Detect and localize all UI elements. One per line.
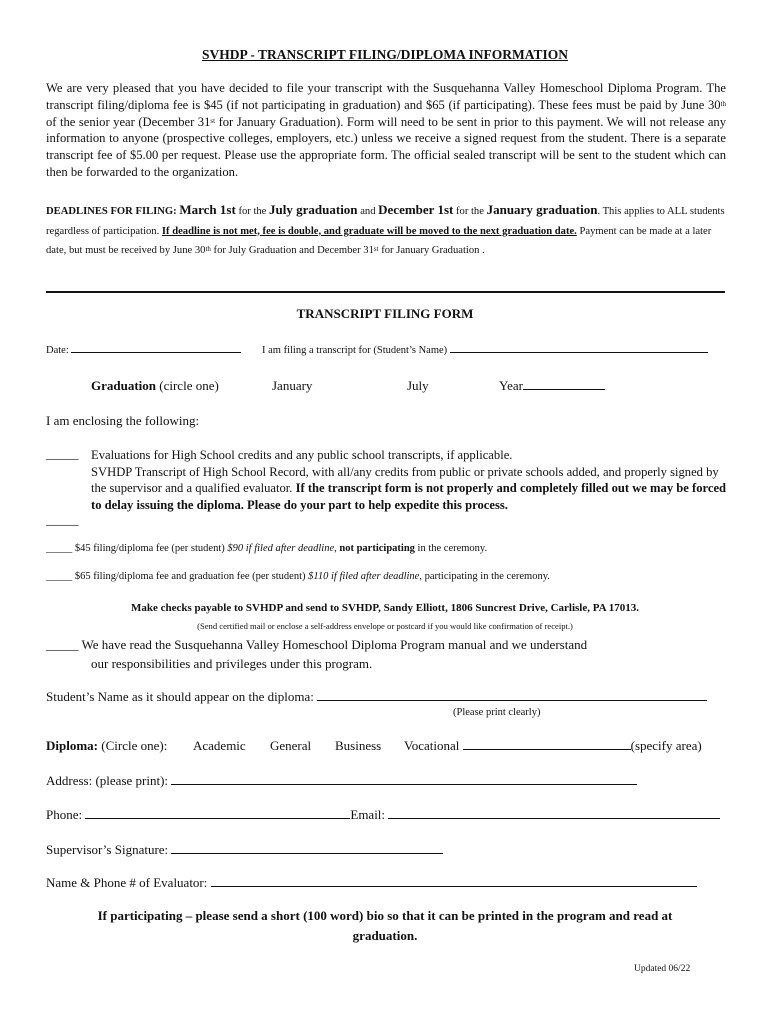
graduation-circle-label: (circle one): [156, 378, 219, 393]
fee-65-end: , participating in the ceremony.: [419, 571, 550, 582]
fee-65-row: [46, 571, 550, 582]
supervisor-label: Supervisor’s Signature:: [46, 842, 172, 857]
address-field[interactable]: [171, 773, 637, 785]
deadline-text: and: [357, 206, 379, 217]
phone-label: Phone:: [46, 807, 86, 822]
diploma-name-label: Student’s Name as it should appear on the diploma:: [46, 689, 318, 704]
option-general[interactable]: General: [270, 738, 312, 753]
deadline-jan-grad: January graduation: [486, 202, 598, 217]
intro-sup-th: th: [720, 99, 726, 108]
evaluator-field[interactable]: [211, 875, 697, 887]
manual-text: We have read the Susquehanna Valley Homeschool Diploma Program manual and we understand: [78, 637, 588, 652]
manual-row: [46, 637, 587, 653]
fee-45-end: in the ceremony.: [414, 543, 488, 554]
form-title: TRANSCRIPT FILING FORM: [296, 306, 474, 321]
deadline-text: for July Graduation and December 31: [210, 245, 374, 256]
filing-student-name-field[interactable]: [450, 341, 708, 353]
fee-65-checkbox-line[interactable]: _____: [46, 571, 73, 582]
evaluations-block: [91, 447, 727, 513]
transcript-checkbox-line[interactable]: _____: [46, 512, 79, 527]
supervisor-signature-field[interactable]: [171, 842, 443, 854]
option-january[interactable]: January: [272, 378, 313, 393]
date-label: Date:: [46, 345, 72, 356]
diploma-name-row: [46, 689, 707, 705]
fee-65-text: $65 filing/diploma fee and graduation fee (per student): [72, 571, 309, 582]
checks-instruction: Make checks payable to SVHDP and send to SVHDP, Sandy Elliott, 1806 Suncrest Drive, Carlisle, PA 17013.: [131, 602, 639, 614]
option-july[interactable]: July: [407, 378, 429, 393]
intro-sup-st: st: [210, 116, 216, 125]
student-filing-row: [262, 341, 708, 356]
year-label: Year: [499, 378, 523, 393]
diploma-label: Diploma:: [46, 738, 98, 753]
fee-65-late: $110 if filed after deadline: [308, 571, 420, 582]
deadline-text: for January Graduation .: [378, 245, 485, 256]
manual-checkbox-line[interactable]: _____: [46, 637, 79, 652]
specify-area-label: (specify area): [630, 738, 702, 753]
address-label: Address: (please print):: [46, 773, 172, 788]
intro-text-c: for January Graduation). Form will need to be sent in prior to this payment. We will not release any information to anyone (prospective colleges, employers, etc.) unless we receive a signed request from the student. There is a separate transcript fee of $5.00 per request. Please use the appropriate form. The official sealed transcript will be sent to the student which can then be forwarded to the organization.: [46, 114, 726, 179]
evaluator-row: [46, 875, 697, 891]
year-row: [499, 378, 605, 394]
deadlines-paragraph: [46, 200, 726, 261]
deadline-december: December 1st: [378, 202, 454, 217]
section-divider: [46, 291, 725, 293]
diploma-name-field[interactable]: [317, 689, 707, 701]
updated-date: Updated 06/22: [634, 964, 691, 974]
filing-label: I am filing a transcript for (Student’s Name): [262, 345, 450, 356]
fee-45-checkbox-line[interactable]: _____: [46, 543, 73, 554]
enclosing-heading: I am enclosing the following:: [46, 413, 200, 428]
option-vocational[interactable]: Vocational: [404, 738, 460, 753]
date-row: [46, 341, 241, 356]
intro-paragraph: [46, 80, 726, 181]
evaluations-line-1: Evaluations for High School credits and any public school transcripts, if applicable.: [91, 448, 513, 462]
date-field[interactable]: [71, 341, 241, 353]
diploma-circle-label: (Circle one):: [98, 738, 168, 753]
document-title: SVHDP - TRANSCRIPT FILING/DIPLOMA INFORMATION: [201, 47, 569, 62]
email-field[interactable]: [388, 807, 720, 819]
deadline-warning: If deadline is not met, fee is double, and graduate will be moved to the next graduation date.: [161, 225, 577, 237]
fee-45-late: $90 if filed after deadline: [227, 543, 335, 554]
deadline-text: Payment can be made at a later date, but must be received by June 30: [46, 225, 712, 256]
fee-45-text: $45 filing/diploma fee (per student): [72, 543, 228, 554]
address-row: [46, 773, 637, 789]
vocational-row: [404, 738, 702, 754]
vocational-specify-field[interactable]: [463, 738, 631, 750]
deadlines-label: DEADLINES FOR FILING:: [46, 206, 177, 217]
deadline-march: March 1st: [179, 202, 236, 217]
deadline-sup-st: st: [373, 245, 379, 253]
evaluator-label: Name & Phone # of Evaluator:: [46, 875, 211, 890]
evaluations-warning: If the transcript form is not properly and completely filled out we may be forced to delay issuing the diploma. Please do your part to help expedite this process.: [91, 481, 727, 512]
evaluations-line-2: [91, 464, 727, 514]
intro-text-a: We are very pleased that you have decided to file your transcript with the Susquehanna Valley Homeschool Diploma Program. The transcript filing/diploma fee is $45 (if not participating in graduation) and $65 (if participating). These fees must be paid by June 30: [46, 81, 726, 112]
manual-text-2: our responsibilities and privileges under this program.: [91, 656, 373, 671]
deadline-sup-th: th: [205, 245, 211, 253]
graduation-row: [91, 378, 219, 394]
evaluations-checkbox-line[interactable]: _____: [46, 446, 79, 461]
option-academic[interactable]: Academic: [193, 738, 246, 753]
phone-row: [46, 807, 720, 823]
phone-field[interactable]: [85, 807, 350, 819]
evaluations-text: SVHDP Transcript of High School Record, with all/any credits from public or private schools added, and properly signed by the supervisor and a qualified evaluator.: [91, 464, 719, 495]
graduation-label: Graduation: [91, 378, 157, 393]
deadline-july-grad: July graduation: [269, 202, 358, 217]
email-label: Email:: [350, 807, 389, 822]
intro-text-b: of the senior year (December 31: [46, 114, 211, 129]
fee-45-not-participating: not participating: [339, 543, 415, 554]
bio-note: If participating – please send a short (100 word) bio so that it can be printed in the program and read at graduation.: [97, 908, 673, 943]
certified-mail-note: (Send certified mail or enclose a self-address envelope or postcard if you would like confirmation of receipt.): [197, 621, 573, 631]
deadline-text: . This applies to ALL students regardless of participation.: [46, 206, 725, 237]
print-clearly-note: (Please print clearly): [453, 707, 541, 718]
fee-45-sep: ,: [334, 543, 340, 554]
option-business[interactable]: Business: [335, 738, 382, 753]
year-field[interactable]: [523, 378, 605, 390]
supervisor-row: [46, 842, 443, 858]
deadline-text: for the: [235, 206, 270, 217]
fee-45-row: [46, 543, 487, 554]
diploma-type-row: [46, 738, 167, 754]
deadline-text: for the: [453, 206, 487, 217]
